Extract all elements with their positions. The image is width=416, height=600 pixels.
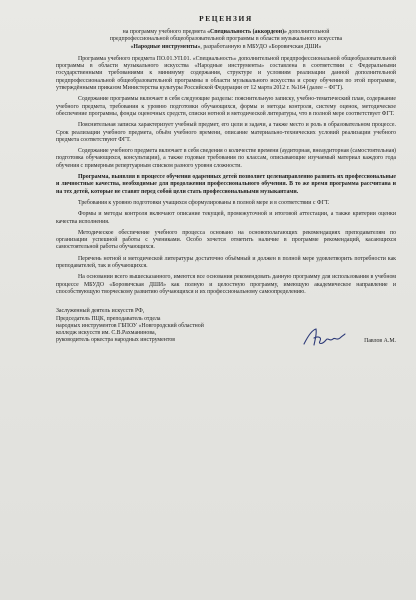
heading-text: , разработанную в МБУДО «Боровичская ДШИ» [200,43,322,50]
paragraph-program-basis: Программа учебного предмета ПО.01.УП.01. «Специальность» дополнительной предпрофессиональной общеобразовательной программы в области музыкального искусства «Народные инструменты» составлена в соответствии с Федеральными государственными требованиями к минимуму содержания, структуре и условиям реализации данной дополнительной предпрофессиональной общеобразовательной программы в области музыкального искусства и сроку обучения по этой программе, утверждёнными приказом Министерства культуры Российской Федерации от 12 марта 2012 г. №164 (далее – ФГТ). [56,55,396,92]
reviewer-position: Председатель ПЦК, преподаватель отдела [56,315,161,322]
subject-name: «Специальность (аккордеон)» [207,29,287,35]
paragraph-conclusion: На основании всего вышесказанного, имеются все основания рекомендовать данную программу для использования в учебном процессе МБУДО «Боровичская ДШИ» как полную и целостную программу, имеющую академическое направление и способствующую творческому развитию обучающихся и их профессиональному самоопределению. [56,274,396,295]
paragraph-gifted-children [56,174,396,196]
reviewer-name: Павлов А.М. [364,338,396,345]
reviewer-role: руководитель оркестра народных инструментов [56,337,176,344]
reviewer-organization: народных инструментов ГБПОУ «Новгородский областной [56,322,204,329]
paragraph-explanatory-note: Пояснительная записка характеризует учебный предмет, его цели и задачи, а также место и роль в образовательном процессе. Срок реализации учебного предмета, объём учебного времени, описание материально-технических условий реализации учебного предмета соответствуют ФГТ. [56,122,396,143]
heading-text: на программу учебного предмета [122,29,208,35]
heading-text: предпрофессиональной общеобразовательной программы в области музыкального искусства [109,36,343,43]
paragraph-literature: Перечень нотной и методической литературы достаточно объёмный и должен в полной мере удовлетворить потребности как преподавателей, так и обучающихся. [56,255,396,270]
bold-statement: Программа, выявляя в процессе обучения одаренных детей позволяет целенаправленно развить их профессиональные и личностные качества, необходимые для продолжения профессионального обучения. В то же время программа рассчитана и на тех детей, которые не ставят перед собой цели стать профессиональными музыкантами. [56,174,396,195]
reviewer-title: Заслуженный деятель искусств РФ, [56,308,145,315]
paragraph-methodology: Методическое обеспечение учебного процесса основано на основополагающих рекомендациях преподавателям по организации успешной работы с учениками. Особо хочется отметить наличие в программе рекомендаций, касающихся самостоятельной работы обучающихся. [56,229,396,251]
signature-block [56,308,396,344]
handwritten-signature [302,326,346,348]
document-title: РЕЦЕНЗИЯ [199,14,253,23]
paragraph-requirements: Требования к уровню подготовки учащихся сформулированы в полной мере и в соответствии с ФГТ. [78,199,330,206]
paragraph-subject-content: Содержание учебного предмета включает в себя сведения о количестве времени (аудиторная, внеаудиторная (самостоятельная) подготовка обучающихся, консультации), а также годовые требования по классам, описывающие изучаемый материал каждого года обучения с примерным репертуарным списком разного уровня сложности. [56,148,396,169]
review-heading [56,29,396,51]
reviewer-organization: колледж искусств им. С.В.Рахманинова, [56,330,157,337]
heading-text: дополнительной [286,29,330,35]
program-name: «Народные инструменты» [130,43,201,50]
paragraph-control-forms: Формы и методы контроля включают описание текущей, промежуточной и итоговой аттестации, а также критерии оценки качества исполнения. [56,211,396,225]
paragraph-contents: Содержание программы включает в себя следующие разделы: пояснительную записку, учебно-тематический план, содержание учебного предмета, требования к уровню подготовки обучающихся, формы и методы контроля, систему оценок, методическое обеспечение программы, фонды оценочных средств, списки нотной и методической литературы, что в полной мере соответствует ФГТ. [56,96,396,117]
